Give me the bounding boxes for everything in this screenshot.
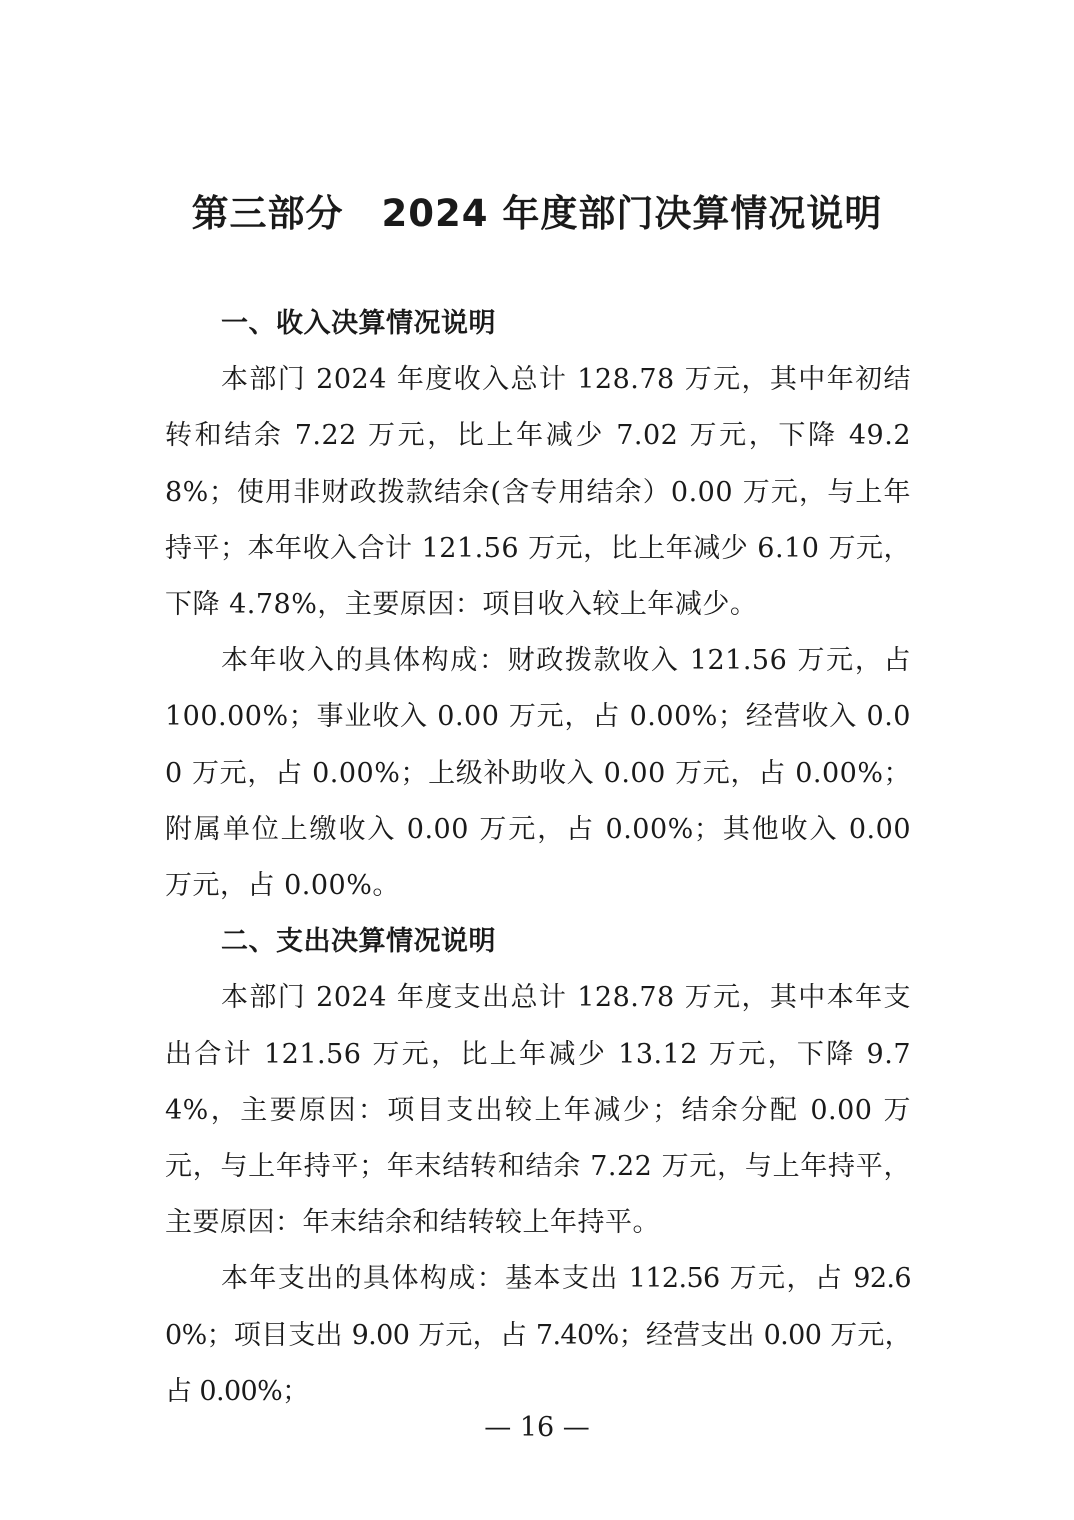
paragraph-income-total: 本部门 2024 年度收入总计 128.78 万元，其中年初结转和结余 7.22 万元，比上年减少 7.02 万元，下降 49.28%；使用非财政拨款结余(含专用结余）0.00 万元，与上年持平；本年收入合计 121.56 万元，比上年减少 6.10 万元，下降 4.78%，主要原因：项目收入较上年减少。 — [165, 364, 911, 621]
document-body — [165, 296, 911, 1420]
page-number: — 16 — — [484, 1412, 590, 1443]
section-heading-income: 一、收入决算情况说明 — [221, 308, 496, 339]
paragraph-income-composition: 本年收入的具体构成：财政拨款收入 121.56 万元，占 100.00%；事业收入 0.00 万元，占 0.00%；经营收入 0.00 万元，占 0.00%；上级补助收入 0.00 万元，占 0.00%；附属单位上缴收入 0.00 万元，占 0.00%；其他收入 0.00 万元，占 0.00%。 — [165, 645, 911, 902]
section-heading-expense: 二、支出决算情况说明 — [221, 926, 496, 958]
paragraph-expense-total: 本部门 2024 年度支出总计 128.78 万元，其中本年支出合计 121.56 万元，比上年减少 13.12 万元，下降 9.74%，主要原因：项目支出较上年减少；结余分配 0.00 万元，与上年持平；年末结转和结余 7.22 万元，与上年持平，主要原因：年末结余和结转较上年持平。 — [165, 982, 911, 1239]
page-title: 第三部分 2024 年度部门决算情况说明 — [191, 192, 883, 235]
paragraph-expense-composition: 本年支出的具体构成：基本支出 112.56 万元，占 92.60%；项目支出 9.00 万元，占 7.40%；经营支出 0.00 万元，占 0.00%； — [165, 1263, 911, 1407]
